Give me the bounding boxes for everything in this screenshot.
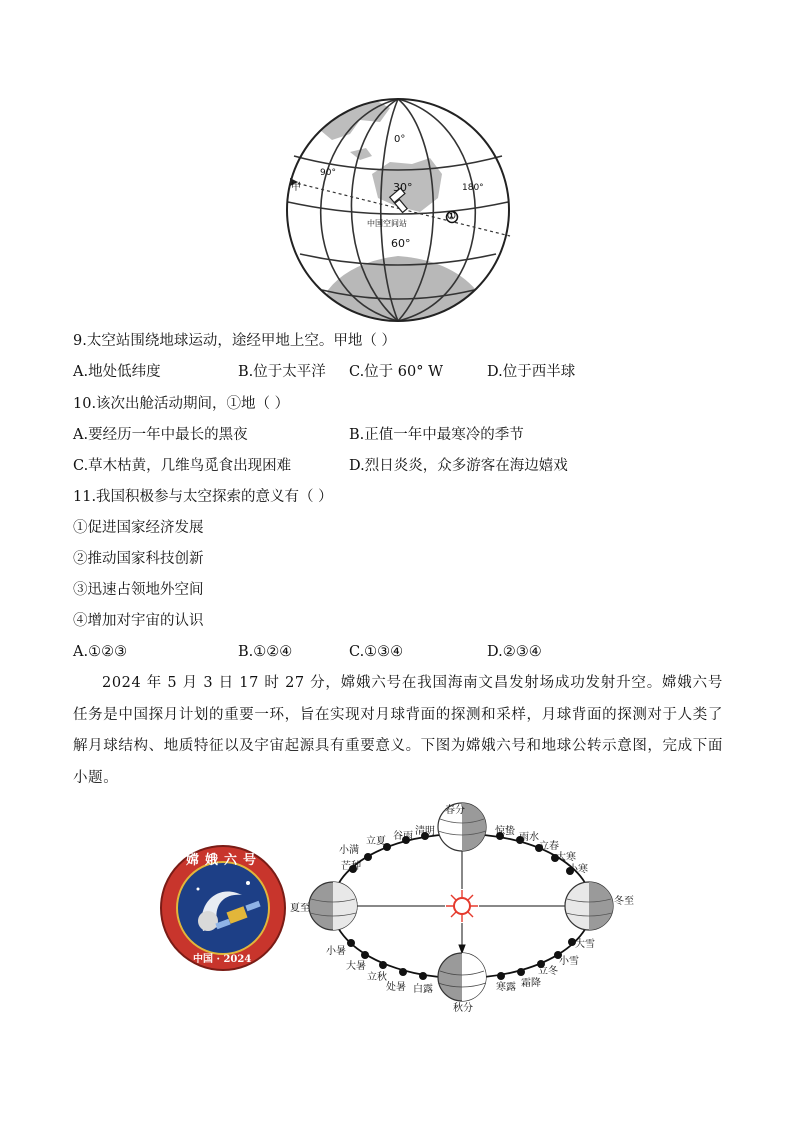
globe-label-lon180: 180° [462,183,484,193]
term-daxue: 大雪 [575,939,595,950]
term-chunfen: 春分 [445,805,465,816]
q10-option-c[interactable]: C.草木枯黄，几维鸟觅食出现困难 [73,458,292,474]
term-xiazhi: 夏至 [290,903,310,914]
term-guyu: 谷雨 [393,831,413,842]
globe-label-lat60: 60° [391,237,411,250]
q9-option-a[interactable]: A.地处低纬度 [73,364,161,380]
term-bailu: 白露 [413,984,433,995]
q11-option-c[interactable]: C.①③④ [349,644,404,660]
term-liqiu: 立秋 [367,972,387,983]
term-lixia: 立夏 [366,836,386,847]
term-jingzhe: 惊蛰 [495,826,515,837]
q9-option-b[interactable]: B.位于太平洋 [238,364,326,380]
q9-option-d[interactable]: D.位于西半球 [487,364,576,380]
q11-option-a[interactable]: A.①②③ [73,644,128,660]
term-dongzhi: 冬至 [614,896,634,907]
q11-option-d[interactable]: D.②③④ [487,644,542,660]
term-chushu: 处暑 [386,982,406,993]
earth-dongzhi-icon [565,882,613,930]
term-dahan: 大寒 [556,852,576,863]
globe-figure [280,94,516,326]
term-xiaoman: 小满 [339,845,359,856]
q11-option-b[interactable]: B.①②④ [238,644,293,660]
globe-label-lon90: 90° [320,168,336,178]
q11-statement-2: ②推动国家科技创新 [73,551,204,567]
term-shuangjiang: 霜降 [521,978,541,989]
q11-statement-4: ④增加对宇宙的认识 [73,613,204,629]
earth-orbit-diagram [305,795,625,1015]
term-hanlu: 寒露 [496,982,516,993]
q9-option-c[interactable]: C.位于 60° W [349,364,444,380]
term-qingming: 清明 [415,826,435,837]
term-xiaoshu: 小暑 [326,946,346,957]
q10-stem: 10.该次出舱活动期间，①地（ ） [73,396,290,412]
globe-label-point1: ① [447,211,456,222]
earth-qiufen-icon [438,953,486,1001]
q10-option-b[interactable]: B.正值一年中最寒冷的季节 [349,427,524,443]
globe-label-lat30: 30° [393,181,413,194]
term-dashu: 大暑 [346,961,366,972]
term-mangzhong: 芒种 [341,861,361,872]
term-qiufen: 秋分 [453,1003,473,1014]
sun-icon [446,890,478,922]
chang-e-6-passage: 2024 年 5 月 3 日 17 时 27 分，嫦娥六号在我国海南文昌发射场成功发射升空。嫦娥六号任务是中国探月计划的重要一环，旨在实现对月球背面的探测和采样，月球背面的探测对于人类了解月球结构、地质特征以及宇宙起源具有重要意义。下图为嫦娥六号和地球公转示意图，完成下面小题。 [73,675,723,786]
earth-xiazhi-icon [309,882,357,930]
q10-option-a[interactable]: A.要经历一年中最长的黑夜 [73,427,248,443]
q9-stem: 9.太空站围绕地球运动，途经甲地上空。甲地（ ） [73,333,396,349]
term-xiaohan: 小寒 [568,864,588,875]
globe-label-station: 中国空间站 [367,219,407,228]
q11-stem: 11.我国积极参与太空探索的意义有（ ） [73,489,333,505]
emblem-bottom-text: 中国 · 2024 [193,954,252,965]
term-xiaoxue: 小雪 [559,956,579,967]
q11-statement-1: ①促进国家经济发展 [73,520,204,536]
globe-label-lat0: 0° [394,134,406,145]
term-yushui: 雨水 [519,832,539,843]
q11-statement-3: ③迅速占领地外空间 [73,582,204,598]
globe-label-jia: 甲 [291,182,301,193]
emblem-top-text: 嫦娥六号 [186,853,263,868]
q10-option-d[interactable]: D.烈日炎炎，众多游客在海边嬉戏 [349,458,568,474]
term-lidong: 立冬 [538,966,558,977]
term-lichun: 立春 [539,841,559,852]
